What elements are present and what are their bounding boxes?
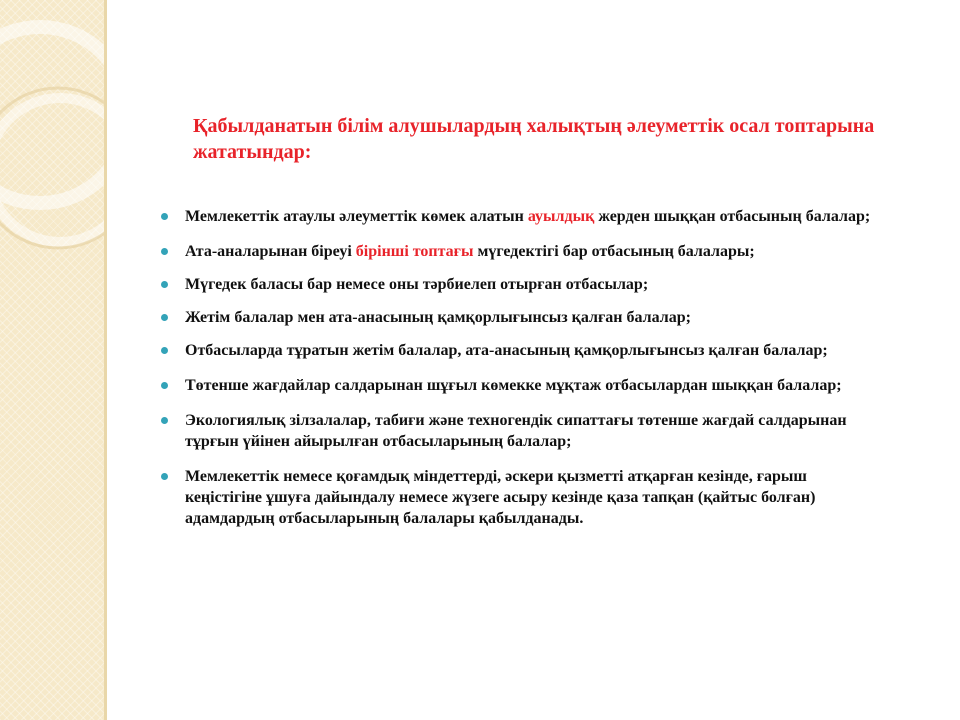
item-text: Мемлекеттік немесе қоғамдық міндеттерді, әскери қызметті атқарған кезінде, ғарыш кеңістігіне ұшуға дайындалу немесе жүзеге асыру кезінде қаза тапқан (қайтыс болған) адамдардың отбасыларының балалары қабылданады. <box>185 468 816 527</box>
slide-title: Қабылданатын білім алушылардың халықтың әлеуметтік осал топтарына жататындар: <box>193 115 875 163</box>
item-text: Ата-аналарынан біреуі <box>185 243 356 260</box>
ring-inner <box>0 98 107 242</box>
item-text: Мүгедек баласы бар немесе оны тәрбиелеп отырған отбасылар; <box>185 276 649 293</box>
sidebar-edge <box>104 0 107 720</box>
list-item <box>160 466 872 529</box>
item-text: Отбасыларда тұратын жетім балалар, ата-анасының қамқорлығынсыз қалған балалар; <box>185 342 828 359</box>
list-item <box>160 375 872 396</box>
bullet-icon <box>161 382 168 389</box>
bullet-icon <box>161 281 168 288</box>
item-text: Мемлекеттік атаулы әлеуметтік көмек алатын <box>185 208 528 225</box>
list-item <box>160 241 872 262</box>
list-item <box>160 274 872 295</box>
bullet-list <box>160 206 872 543</box>
item-text: Жетім балалар мен ата-анасының қамқорлығынсыз қалған балалар; <box>185 309 691 326</box>
item-text: Төтенше жағдайлар салдарынан шұғыл көмекке мұқтаж отбасылардан шыққан балалар; <box>185 377 842 394</box>
bullet-icon <box>161 417 168 424</box>
bullet-icon <box>161 213 168 220</box>
decorative-rings <box>0 0 107 720</box>
bullet-icon <box>161 347 168 354</box>
list-item <box>160 340 872 361</box>
bullet-icon <box>161 473 168 480</box>
item-text: жерден шыққан отбасының балалар; <box>594 208 871 225</box>
bullet-icon <box>161 314 168 321</box>
list-item <box>160 410 872 452</box>
list-item <box>160 307 872 328</box>
highlighted-text: бірінші топтағы <box>355 243 474 260</box>
item-text: мүгедектігі бар отбасының балалары; <box>473 243 755 260</box>
decorative-sidebar <box>0 0 107 720</box>
bullet-icon <box>161 248 168 255</box>
list-item <box>160 206 872 227</box>
item-text: Экологиялық зілзалалар, табиғи және техногендік сипаттағы төтенше жағдай салдарынан тұрғын үйінен айырылған отбасыларының балалар; <box>185 412 847 450</box>
highlighted-text: ауылдық <box>527 208 595 225</box>
